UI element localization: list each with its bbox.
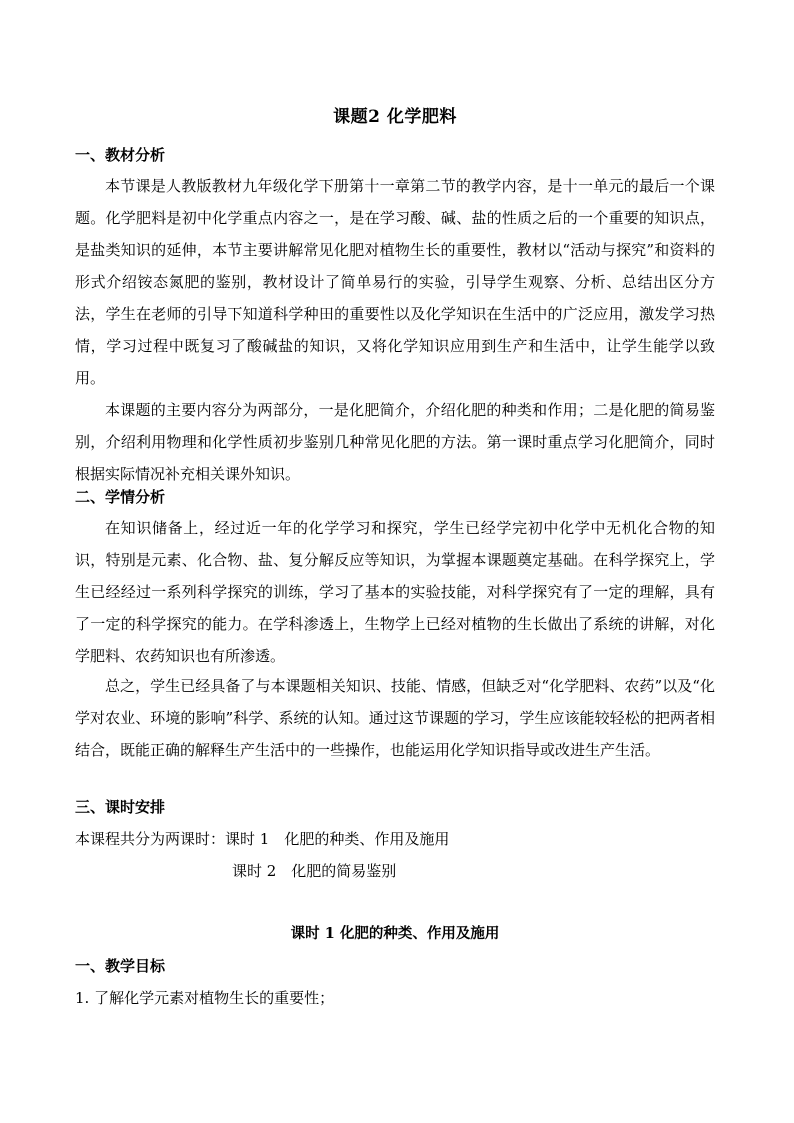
section-heading-schedule: 三、课时安排	[75, 798, 166, 816]
schedule-line-2: 课时 2 化肥的简易鉴别	[232, 862, 397, 880]
paragraph-student-analysis-1: 在知识储备上，经过近一年的化学学习和探究，学生已经学完初中化学中无机化合物的知识，特别是元素、化合物、盐、复分解反应等知识，为掌握本课题奠定基础。在科学探究上，学生已经经过一系列科学探究的训练，学习了基本的实验技能，对科学探究有了一定的理解，具有了一定的科学探究的能力。在学科渗透上，生物学上已经对植物的生长做出了系统的讲解，对化学肥料、农药知识也有所渗透。	[75, 519, 715, 665]
teaching-goal-item-1: 1. 了解化学元素对植物生长的重要性；	[75, 989, 335, 1007]
paragraph-textbook-analysis-2: 本课题的主要内容分为两部分，一是化肥简介，介绍化肥的种类和作用；二是化肥的简易鉴别，介绍利用物理和化学性质初步鉴别几种常见化肥的方法。第一课时重点学习化肥简介，同时根据实际情况补充相关课外知识。	[75, 401, 715, 483]
paragraph-textbook-analysis-1: 本节课是人教版教材九年级化学下册第十一章第二节的教学内容，是十一单元的最后一个课题。化学肥料是初中化学重点内容之一，是在学习酸、碱、盐的性质之后的一个重要的知识点，是盐类知识的延伸，本节主要讲解常见化肥对植物生长的重要性，教材以“活动与探究”和资料的形式介绍铵态氮肥的鉴别，教材设计了简单易行的实验，引导学生观察、分析、总结出区分方法，学生在老师的引导下知道科学种田的重要性以及化学知识在生活中的广泛应用，激发学习热情，学习过程中既复习了酸碱盐的知识，又将化学知识应用到生产和生活中，让学生能学以致用。	[75, 177, 715, 387]
section-heading-student-analysis: 二、学情分析	[75, 488, 166, 506]
section-heading-textbook-analysis: 一、教材分析	[75, 146, 166, 164]
paragraph-student-analysis-2: 总之，学生已经具备了与本课题相关知识、技能、情感，但缺乏对“化学肥料、农药”以及“化学对农业、环境的影响”科学、系统的认知。通过这节课题的学习，学生应该能较轻松的把两者相结合，既能正确的解释生产生活中的一些操作，也能运用化学知识指导或改进生产生活。	[75, 677, 715, 759]
section-heading-teaching-goals: 一、教学目标	[75, 957, 166, 975]
document-title: 课题2 化学肥料	[333, 107, 457, 127]
schedule-line-1: 本课程共分为两课时：课时 1 化肥的种类、作用及施用	[75, 830, 450, 848]
lesson-title: 课时 1 化肥的种类、作用及施用	[290, 925, 500, 942]
